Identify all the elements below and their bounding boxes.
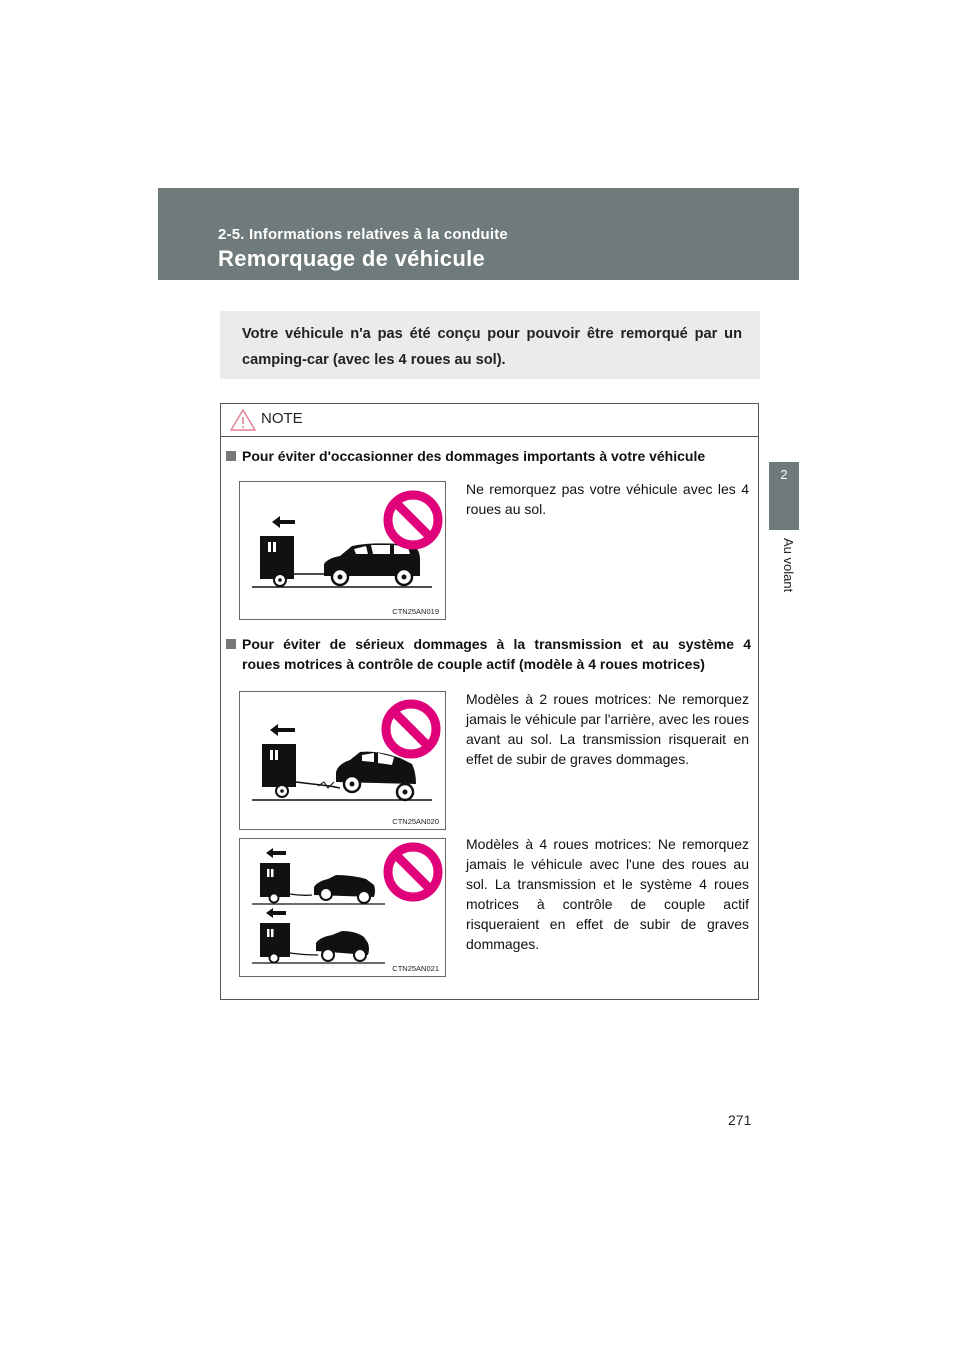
chapter-number: 2 bbox=[780, 467, 788, 482]
bullet-square-icon bbox=[226, 451, 236, 461]
description-1: Ne remorquez pas votre véhicule avec les 4 roues au sol. bbox=[466, 481, 749, 517]
page-title: Remorquage de véhicule bbox=[218, 246, 486, 271]
description-2: Modèles à 2 roues motrices: Ne remorquez jamais le véhicule par l'arrière, avec les roues avant au sol. La transmission risquerait en effet de subir de graves dommages. bbox=[466, 691, 749, 767]
arrow-left-icon bbox=[266, 908, 286, 918]
bullet-square-icon bbox=[226, 639, 236, 649]
note-header bbox=[221, 404, 758, 437]
prohibition-icon bbox=[388, 847, 438, 897]
figure-rear-towing bbox=[239, 691, 446, 830]
figure-code: CTN25AN021 bbox=[392, 964, 439, 973]
page-number: 271 bbox=[728, 1112, 752, 1128]
arrow-left-icon bbox=[272, 516, 295, 528]
figure-flat-towing bbox=[239, 481, 446, 620]
warning-triangle-icon bbox=[229, 408, 257, 432]
prohibition-icon bbox=[386, 704, 436, 754]
heading-text-line2: roues motrices à contrôle de couple actif (modèle à 4 roues motrices) bbox=[242, 656, 705, 672]
heading-text: Pour éviter d'occasionner des dommages importants à votre véhicule bbox=[242, 448, 706, 464]
intro-text: Votre véhicule n'a pas été conçu pour pouvoir être remorqué par un camping-car (avec les 4 roues au sol). bbox=[242, 326, 742, 368]
arrow-left-icon bbox=[270, 724, 295, 736]
note-box bbox=[220, 403, 759, 1000]
prohibition-icon bbox=[388, 495, 438, 545]
chapter-label: Au volant bbox=[781, 538, 796, 593]
section-title: 2-5. Informations relatives à la conduite bbox=[218, 226, 508, 243]
section-heading-2 bbox=[226, 634, 751, 674]
section-heading-1 bbox=[226, 446, 751, 466]
figure-code: CTN25AN019 bbox=[392, 607, 439, 616]
note-label: NOTE bbox=[261, 410, 303, 427]
figure-code: CTN25AN020 bbox=[392, 817, 439, 826]
chapter-tab bbox=[769, 462, 799, 530]
intro-box bbox=[220, 311, 760, 379]
section-header bbox=[158, 188, 799, 280]
arrow-left-icon bbox=[266, 848, 286, 858]
figure-4wd-towing bbox=[239, 838, 446, 977]
description-3: Modèles à 4 roues motrices: Ne remorquez jamais le véhicule avec l'une des roues au sol. La transmission et le système 4 roues motrices à contrôle de couple actif risqueraient en effet de subir de graves dommages. bbox=[466, 836, 749, 952]
heading-text-line1: Pour éviter de sérieux dommages à la transmission et au système 4 bbox=[242, 636, 751, 652]
